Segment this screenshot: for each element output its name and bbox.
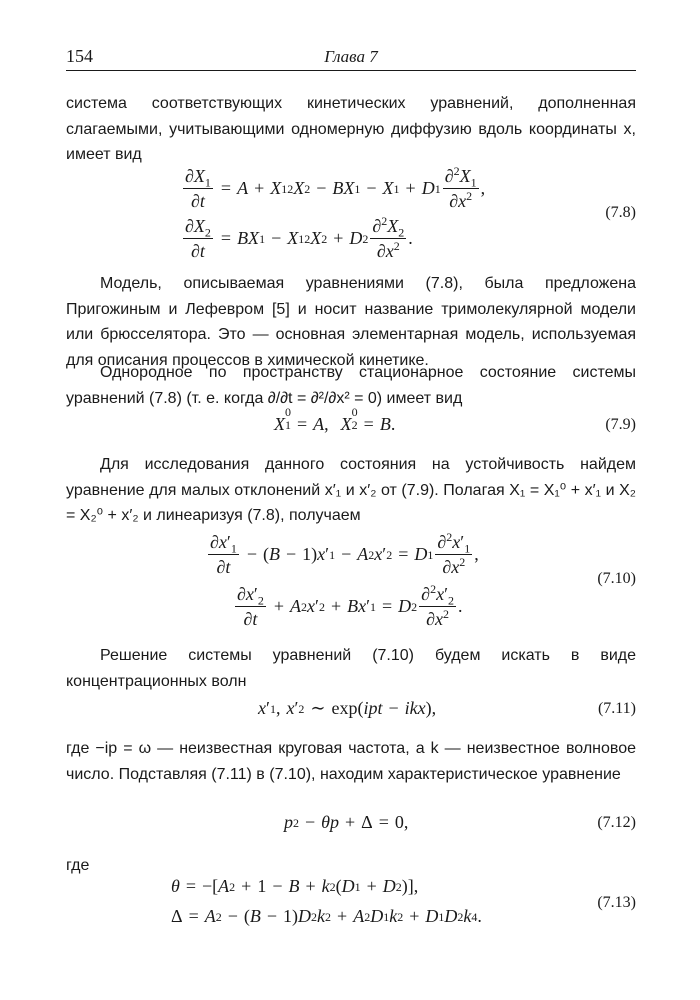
equation-7-11-number: (7.11) [597,700,636,717]
paragraph-6 [66,736,636,787]
equation-7-12-number: (7.12) [597,814,636,831]
equation-7-9 [66,404,636,444]
equation-7-13-line-2: Δ = A 2 − ( B − 1) D 2 k 2 + A 2 D 1 k 2 + D 1 D 2 k 4 . [171,906,482,926]
equation-7-10 [66,532,636,632]
equation-7-13 [66,876,636,934]
paragraph-4-text: Для исследования данного состояния на устойчивость найдем уравнение для малых отклонений x′₁ и x′₂ от (7.9). Полагая X₁ = X₁⁰ + x′₁ и X₂ = X₂⁰ + x′₂ и линеаризуя (7.8), получаем [66,456,636,524]
equation-7-13-number: (7.13) [597,894,636,911]
paragraph-4 [66,452,636,529]
equation-7-10-number: (7.10) [597,570,636,587]
page-header [66,44,636,70]
equation-7-9-number: (7.9) [605,416,636,433]
paragraph-3-text: Однородное по пространству стационарное состояние системы уравнений (7.8) (т. е. когда ∂/∂t = ∂²/∂x² = 0) имеет вид [66,364,636,407]
equation-7-8 [66,166,636,264]
equation-7-11-line: x ′ 1 , x ′ 2 ∼ exp( ipt − ikx ), [258,698,437,718]
page-number: 154 [66,46,93,66]
chapter-title: Глава 7 [324,47,378,66]
header-rule [66,70,636,71]
paragraph-3 [66,360,636,411]
paragraph-7 [66,853,636,879]
paragraph-2 [66,271,636,373]
paragraph-5 [66,643,636,694]
equation-7-9-line: X 0 1 = A , X 0 2 = B . [274,404,396,434]
equation-7-11 [66,698,636,728]
paragraph-2-text: Модель, описываемая уравнениями (7.8), была предложена Пригожиным и Лефевром [5] и носит название тримолекулярной модели или брюсселятора. Это — основная элементарная модель, используемая для описания процессов в химической кинетике. [66,275,636,369]
paragraph-5-text: Решение системы уравнений (7.10) будем искать в виде концентрационных волн [66,647,636,690]
paragraph-6-text: где −ip = ω — неизвестная круговая частота, а k — неизвестное волновое число. Подставляя (7.11) в (7.10), находим характеристическое уравнение [66,740,636,783]
paragraph-7-text: где [66,857,90,874]
equation-7-12-line: p 2 − θp + Δ = 0, [284,812,409,832]
paragraph-1-text: система соответствующих кинетических уравнений, дополненная слагаемыми, учитывающими одномерную диффузию вдоль координаты x, имеет вид [66,95,636,163]
equation-7-8-number: (7.8) [605,204,636,221]
equation-7-8-line-2: $\frac{\partial X_2}{\partial t}$ = BX 1 − X 1 2 X 2 + D 2 $\frac{\partial^2X_2}{\partial x^2}$ . [185,214,413,261]
equation-7-12 [66,812,636,842]
paragraph-1 [66,91,636,168]
equation-7-10-line-2: $\frac{\partial x'_2}{\partial t}$ + A 2 x ′ 2 + Bx ′ 1 = D 2 $\frac{\partial^2x'_2}{\partial x^2}$ . [237,582,463,629]
equation-7-8-line-1: $\frac{\partial X_1}{\partial t}$ = A + X 1 2 X 2 − BX 1 − X 1 + D 1 $\frac{\partial^2X_1}{\partial x^2}$ , [185,164,486,211]
equation-7-10-line-1: $\frac{\partial x'_1}{\partial t}$ − ( B − 1) x ′ 1 − A 2 x ′ 2 = D 1 $\frac{\partial^2x'_1}{\partial x^2}$ , [210,530,479,577]
equation-7-13-line-1: θ = −[ A 2 + 1 − B + k 2 ( D 1 + D 2 )], [171,876,419,896]
